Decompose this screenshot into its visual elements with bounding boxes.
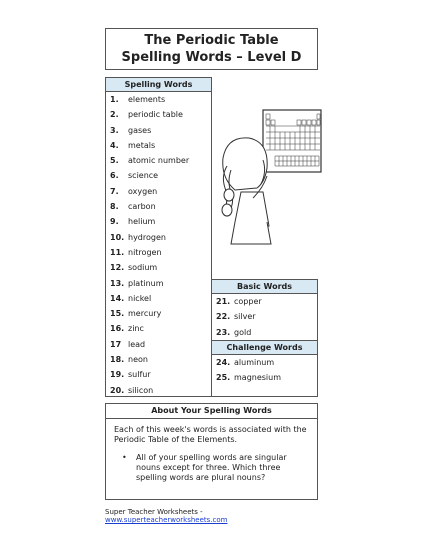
worksheet-title-box <box>105 28 318 70</box>
about-spelling-words-box <box>105 403 318 500</box>
word-row <box>106 260 211 275</box>
word-number: 6. <box>110 171 119 181</box>
word-row <box>106 276 211 291</box>
periodic-table-chart-icon <box>263 110 321 172</box>
basic-words-header: Basic Words <box>212 280 317 294</box>
word-row <box>106 337 211 352</box>
spelling-word: nickel <box>128 293 152 303</box>
word-number: 19. <box>110 370 125 380</box>
spelling-word: gold <box>234 327 252 337</box>
word-number: 5. <box>110 156 119 166</box>
word-number: 14. <box>110 293 125 303</box>
word-row <box>106 168 211 183</box>
spelling-word: periodic table <box>128 110 183 120</box>
spelling-words-box <box>105 77 212 397</box>
word-number: 25. <box>216 373 231 383</box>
footer-credit: Super Teacher Worksheets - <box>105 508 203 516</box>
worksheet-title: The Periodic Table <box>144 33 279 48</box>
spelling-word: nitrogen <box>128 247 162 257</box>
spelling-word: sodium <box>128 263 158 273</box>
word-row <box>106 92 211 107</box>
extra-words-box <box>211 279 318 397</box>
word-row <box>212 355 317 370</box>
word-number: 12. <box>110 263 125 273</box>
challenge-words-list <box>212 355 317 386</box>
word-number: 9. <box>110 217 119 227</box>
spelling-word: science <box>128 171 159 181</box>
about-intro: Each of this week's words is associated with the Periodic Table of the Elements. <box>114 425 307 444</box>
word-row <box>106 367 211 382</box>
spelling-word: platinum <box>128 278 164 288</box>
spelling-word: atomic number <box>128 156 190 166</box>
word-row <box>106 138 211 153</box>
word-row <box>212 294 317 309</box>
word-number: 15. <box>110 309 125 319</box>
spelling-word: copper <box>234 297 262 306</box>
word-row <box>106 214 211 229</box>
basic-words-list <box>212 294 317 340</box>
word-row <box>212 309 317 324</box>
spelling-word: mercury <box>128 309 162 319</box>
student-periodic-table-illustration <box>213 100 325 260</box>
spelling-word: silver <box>234 312 256 322</box>
word-number: 2. <box>110 110 119 120</box>
spelling-word: hydrogen <box>128 232 166 242</box>
spelling-word: gases <box>128 125 152 135</box>
word-row <box>106 107 211 122</box>
spelling-word: oxygen <box>128 186 158 196</box>
word-number: 8. <box>110 202 119 212</box>
word-row <box>106 383 211 398</box>
spelling-words-list <box>106 92 211 398</box>
bullet-icon: • <box>122 453 127 462</box>
spelling-word: sulfur <box>128 370 151 380</box>
spelling-word: silicon <box>128 385 154 395</box>
word-row <box>106 123 211 138</box>
challenge-words-header: Challenge Words <box>212 340 317 355</box>
word-number: 4. <box>110 140 119 150</box>
word-row <box>106 245 211 260</box>
spelling-words-header: Spelling Words <box>106 78 211 92</box>
student-figure-icon <box>222 138 271 244</box>
about-question <box>122 453 303 483</box>
spelling-word: lead <box>128 339 146 349</box>
word-number: 1. <box>110 95 119 104</box>
spelling-word: zinc <box>128 324 144 334</box>
worksheet-subtitle: Spelling Words – Level D <box>121 50 302 65</box>
word-row <box>106 199 211 214</box>
word-number: 21. <box>216 297 231 306</box>
spelling-word: neon <box>128 355 148 365</box>
footer-link[interactable]: www.superteacherworksheets.com <box>105 516 228 524</box>
spelling-word: aluminum <box>234 357 275 367</box>
word-number: 3. <box>110 125 119 135</box>
word-row <box>106 352 211 367</box>
spelling-word: metals <box>128 140 156 150</box>
word-number: 18. <box>110 355 125 365</box>
word-number: 20. <box>110 385 125 395</box>
spelling-word: magnesium <box>234 373 282 383</box>
word-number: 24. <box>216 357 231 367</box>
word-number: 13. <box>110 278 125 288</box>
spelling-word: carbon <box>128 202 156 212</box>
word-number: 10. <box>110 232 125 242</box>
about-question-text: All of your spelling words are singular nouns except for three. Which three spelling words are plural nouns? <box>136 453 287 482</box>
word-row <box>106 230 211 245</box>
word-row <box>106 291 211 306</box>
footer <box>105 508 325 524</box>
word-row <box>106 184 211 199</box>
word-row <box>106 306 211 321</box>
word-number: 22. <box>216 312 231 322</box>
word-number: 23. <box>216 327 231 337</box>
word-row <box>106 153 211 168</box>
word-number: 17 <box>110 339 122 349</box>
spelling-word: helium <box>128 217 156 227</box>
word-row <box>212 370 317 385</box>
word-number: 7. <box>110 186 119 196</box>
word-number: 11. <box>110 247 125 257</box>
spelling-word: elements <box>128 95 166 104</box>
word-row <box>212 325 317 340</box>
word-number: 16. <box>110 324 125 334</box>
word-row <box>106 321 211 336</box>
about-header: About Your Spelling Words <box>106 404 317 419</box>
